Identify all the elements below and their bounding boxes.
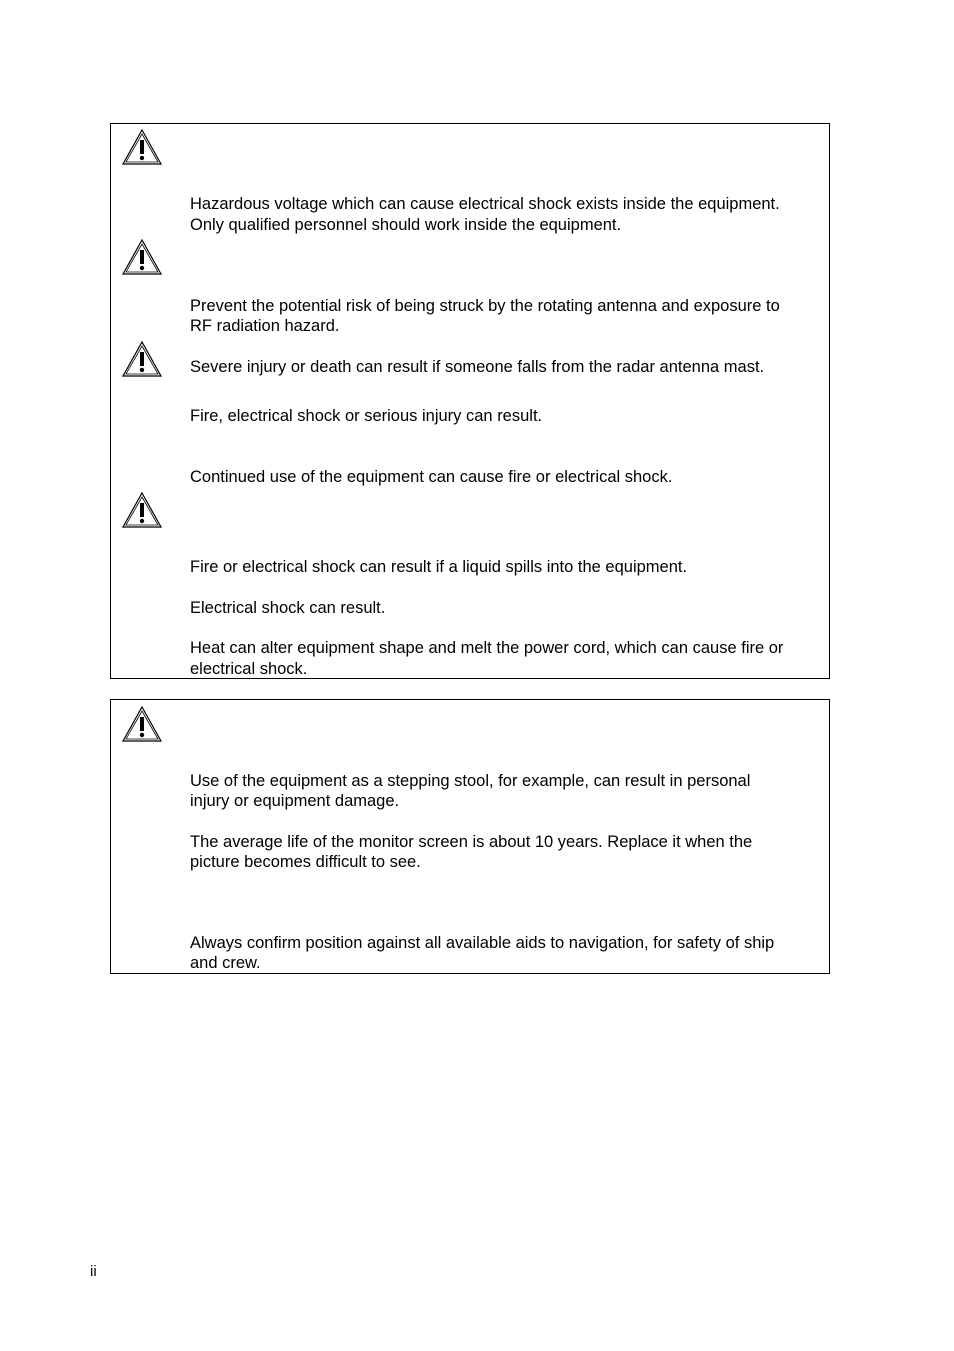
warning-text: Severe injury or death can result if someone falls from the radar antenna mast. (190, 358, 765, 376)
warning-triangle-icon (121, 128, 163, 166)
warning-text: Only qualified personnel should work inside the equipment. (190, 216, 622, 234)
warning-text: Fire or electrical shock can result if a liquid spills into the equipment. (190, 558, 688, 576)
caution-text: Always confirm position against all available aids to navigation, for safety of ship (190, 934, 775, 952)
warning-triangle-icon (121, 238, 163, 276)
warning-triangle-icon (121, 340, 163, 378)
caution-box (110, 699, 830, 974)
caution-text: Use of the equipment as a stepping stool, for example, can result in personal (190, 772, 751, 790)
warning-text: RF radiation hazard. (190, 317, 340, 335)
warning-text: Prevent the potential risk of being struck by the rotating antenna and exposure to (190, 297, 780, 315)
warning-text: Electrical shock can result. (190, 599, 386, 617)
warning-text: Heat can alter equipment shape and melt the power cord, which can cause fire or (190, 639, 784, 657)
warning-triangle-icon (121, 491, 163, 529)
caution-text: picture becomes difficult to see. (190, 853, 421, 871)
caution-text: The average life of the monitor screen is about 10 years. Replace it when the (190, 833, 753, 851)
page-number: ii (90, 1263, 97, 1280)
warning-triangle-icon (121, 705, 163, 743)
warning-box (110, 123, 830, 679)
warning-text: Fire, electrical shock or serious injury can result. (190, 407, 543, 425)
warning-text: Hazardous voltage which can cause electrical shock exists inside the equipment. (190, 195, 780, 213)
warning-text: electrical shock. (190, 660, 308, 678)
caution-text: and crew. (190, 954, 261, 972)
caution-text: injury or equipment damage. (190, 792, 400, 810)
warning-text: Continued use of the equipment can cause fire or electrical shock. (190, 468, 673, 486)
